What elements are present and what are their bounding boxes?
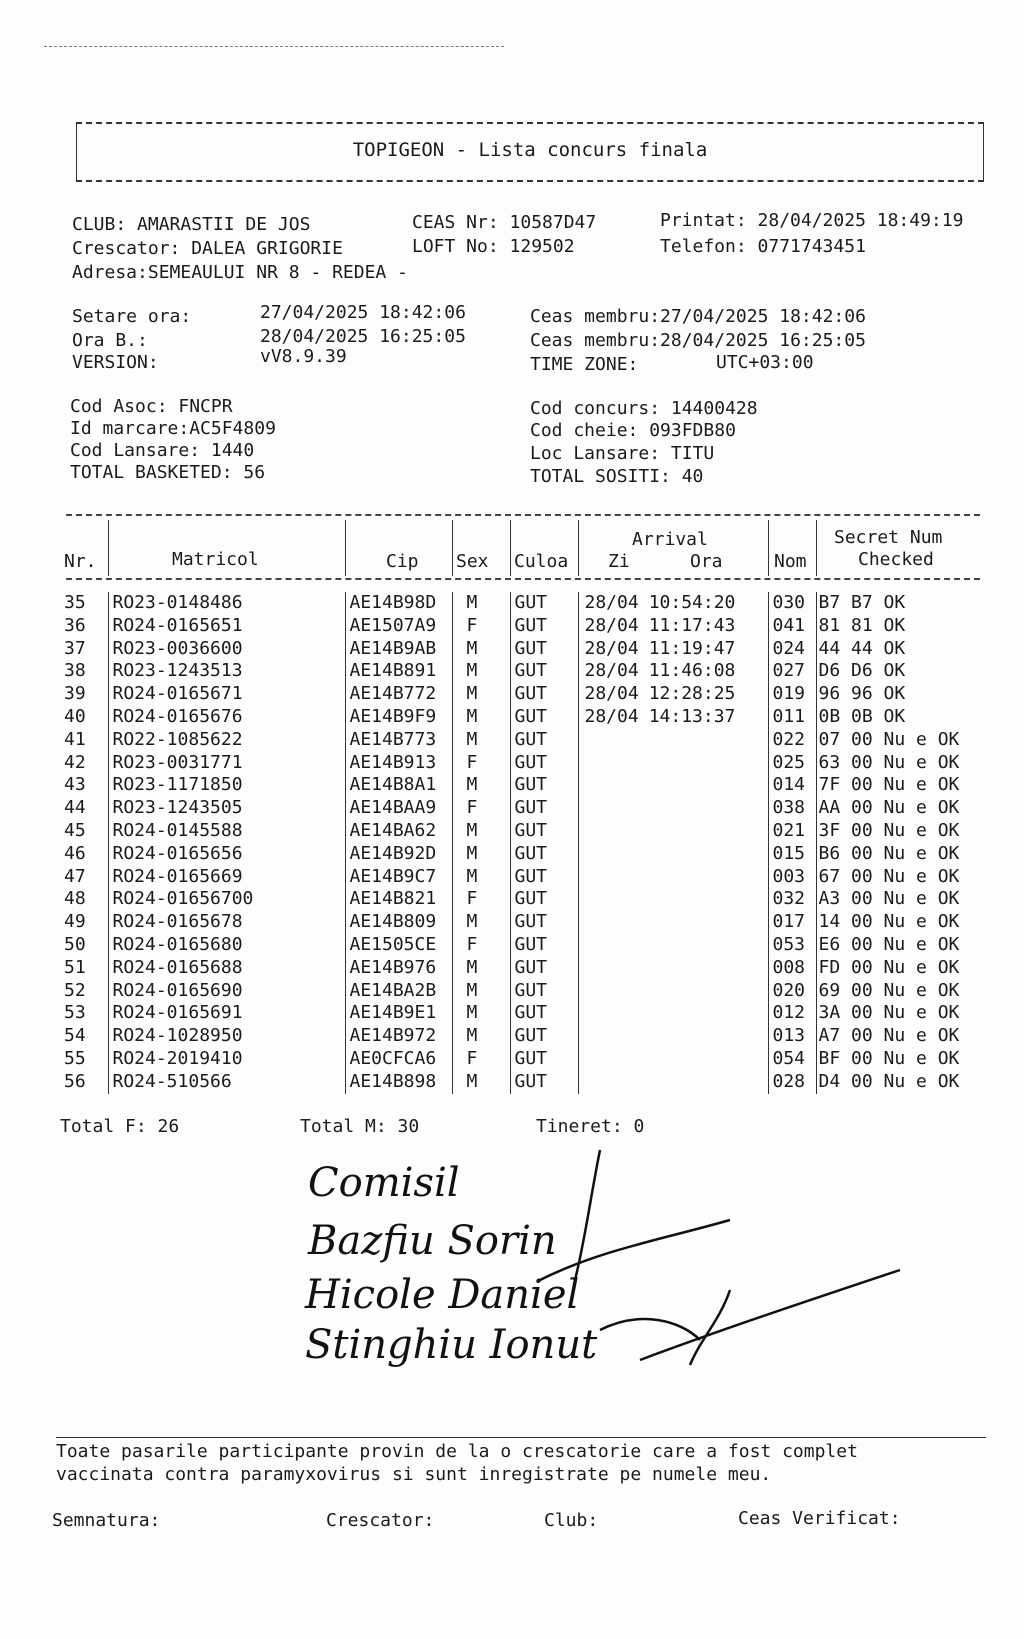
cell-arrival: [578, 797, 768, 820]
cell-matricol: RO23-1243505: [108, 797, 345, 820]
col-header-secret-num: Secret Num: [834, 527, 943, 548]
cell-arrival: [578, 1048, 768, 1071]
cell-sex: F: [452, 934, 510, 957]
cell-nr: 36: [64, 614, 86, 636]
cell-cip: AE14B898: [345, 1071, 452, 1094]
cell-cip: AE14B809: [345, 911, 452, 934]
cell-matricol: RO24-2019410: [108, 1048, 345, 1071]
cell-culoa: GUT: [510, 888, 578, 911]
cell-culoa: GUT: [510, 1002, 578, 1025]
cell-nom: 012: [768, 1002, 816, 1025]
ora-b-value: 28/04/2025 16:25:05: [260, 326, 466, 347]
cell-culoa: GUT: [510, 797, 578, 820]
cell-secret: A3 00 Nu e OK: [816, 888, 986, 911]
cell-zi: 28/04: [584, 705, 639, 727]
col-header-zi: Zi: [608, 551, 630, 572]
col-header-sex: Sex: [456, 551, 489, 572]
cell-secret: 63 00 Nu e OK: [816, 752, 986, 775]
cell-sex: M: [452, 843, 510, 866]
cell-arrival: [578, 660, 768, 683]
col-header-nom: Nom: [774, 551, 807, 572]
cell-nom: 011: [768, 706, 816, 729]
total-m: Total M: 30: [300, 1116, 420, 1137]
cell-nr: 38: [64, 660, 86, 682]
cell-culoa: GUT: [510, 820, 578, 843]
cell-nr: 47: [64, 865, 86, 887]
table-row: [64, 980, 986, 1003]
col-header-arrival: Arrival: [632, 529, 708, 550]
cell-nom: 021: [768, 820, 816, 843]
cell-cip: AE14B9E1: [345, 1002, 452, 1025]
table-row: [64, 888, 986, 911]
cell-matricol: RO23-1171850: [108, 774, 345, 797]
cell-nr: 56: [64, 1070, 86, 1092]
header-sep: [510, 520, 511, 576]
table-row: [64, 843, 986, 866]
cell-matricol: RO24-0165691: [108, 1002, 345, 1025]
cell-arrival: [578, 774, 768, 797]
cell-nom: 032: [768, 888, 816, 911]
cell-arrival: [578, 866, 768, 889]
cell-arrival: [578, 934, 768, 957]
cell-culoa: GUT: [510, 957, 578, 980]
loc-lansare: Loc Lansare: TITU: [530, 443, 715, 464]
cell-nr: 52: [64, 979, 86, 1001]
time-zone-value: UTC+03:00: [716, 352, 814, 373]
cell-cip: AE14B9C7: [345, 866, 452, 889]
cell-arrival: [578, 1002, 768, 1025]
cell-sex: M: [452, 1002, 510, 1025]
semnatura-label: Semnatura:: [52, 1510, 161, 1531]
cell-secret: 81 81 OK: [816, 615, 986, 638]
cell-matricol: RO24-0165671: [108, 683, 345, 706]
cell-secret: 96 96 OK: [816, 683, 986, 706]
cell-matricol: RO24-0165651: [108, 615, 345, 638]
ceas-membru-1: Ceas membru:27/04/2025 18:42:06: [530, 306, 866, 327]
header-sep: [452, 520, 453, 576]
cell-culoa: GUT: [510, 660, 578, 683]
cell-arrival: [578, 980, 768, 1003]
cell-cip: AE14BAA9: [345, 797, 452, 820]
cell-matricol: RO24-0165669: [108, 866, 345, 889]
cell-culoa: GUT: [510, 980, 578, 1003]
cell-culoa: GUT: [510, 774, 578, 797]
cell-culoa: GUT: [510, 934, 578, 957]
table-row: [64, 752, 986, 775]
cell-sex: F: [452, 1048, 510, 1071]
cell-matricol: RO23-0148486: [108, 592, 345, 615]
cell-matricol: RO24-1028950: [108, 1025, 345, 1048]
cell-secret: B7 B7 OK: [816, 592, 986, 615]
cell-nom: 020: [768, 980, 816, 1003]
cell-arrival: [578, 729, 768, 752]
table-row: [64, 774, 986, 797]
cell-nom: 054: [768, 1048, 816, 1071]
cell-matricol: RO24-0165676: [108, 706, 345, 729]
total-sositi: TOTAL SOSITI: 40: [530, 466, 704, 487]
table-row: [64, 1048, 986, 1071]
header-sep: [578, 520, 579, 576]
cell-secret: D4 00 Nu e OK: [816, 1071, 986, 1094]
cell-cip: AE14B9F9: [345, 706, 452, 729]
cell-nr: 37: [64, 637, 86, 659]
club-label: Club:: [544, 1510, 599, 1531]
cell-zi: 28/04: [584, 637, 639, 659]
version-label: VERSION:: [72, 352, 159, 373]
cell-nom: 013: [768, 1025, 816, 1048]
cod-concurs: Cod concurs: 14400428: [530, 398, 758, 419]
cell-culoa: GUT: [510, 592, 578, 615]
cell-sex: M: [452, 592, 510, 615]
cod-cheie: Cod cheie: 093FDB80: [530, 420, 736, 441]
cell-matricol: RO23-0036600: [108, 638, 345, 661]
cell-matricol: RO24-0165690: [108, 980, 345, 1003]
signature-line-4: Stinghiu Ionut: [305, 1322, 598, 1368]
cell-nr: 46: [64, 842, 86, 864]
cell-arrival: [578, 911, 768, 934]
cell-culoa: GUT: [510, 683, 578, 706]
cell-secret: 7F 00 Nu e OK: [816, 774, 986, 797]
cell-cip: AE14B92D: [345, 843, 452, 866]
crescator-label: Crescator:: [326, 1510, 435, 1531]
cell-secret: E6 00 Nu e OK: [816, 934, 986, 957]
tineret: Tineret: 0: [536, 1116, 645, 1137]
printat: Printat: 28/04/2025 18:49:19: [660, 210, 964, 231]
col-header-checked: Checked: [858, 549, 934, 570]
cell-nom: 053: [768, 934, 816, 957]
cell-nr: 43: [64, 774, 86, 796]
cell-sex: M: [452, 1071, 510, 1094]
cell-ora: 11:19:47: [648, 637, 736, 659]
ceas-verificat-label: Ceas Verificat:: [738, 1508, 901, 1529]
cell-zi: 28/04: [584, 683, 639, 705]
cell-culoa: GUT: [510, 843, 578, 866]
cell-zi: 28/04: [584, 660, 639, 682]
cell-nr: 51: [64, 956, 86, 978]
cell-cip: AE14B772: [345, 683, 452, 706]
cell-matricol: RO22-1085622: [108, 729, 345, 752]
cell-nom: 027: [768, 660, 816, 683]
cell-nr: 39: [64, 683, 86, 705]
cell-cip: AE14B913: [345, 752, 452, 775]
table-row: [64, 820, 986, 843]
cell-cip: AE14B891: [345, 660, 452, 683]
cell-culoa: GUT: [510, 752, 578, 775]
ceas-membru-2: Ceas membru:28/04/2025 16:25:05: [530, 330, 866, 351]
ceas-nr: CEAS Nr: 10587D47: [412, 212, 597, 233]
table-row: [64, 911, 986, 934]
col-header-nr: Nr.: [64, 551, 97, 572]
table-row: [64, 934, 986, 957]
cell-sex: F: [452, 615, 510, 638]
adresa: Adresa:SEMEAULUI NR 8 - REDEA -: [72, 262, 408, 283]
cell-nr: 44: [64, 797, 86, 819]
cell-sex: M: [452, 660, 510, 683]
table-row: [64, 660, 986, 683]
cell-cip: AE1507A9: [345, 615, 452, 638]
cell-nom: 025: [768, 752, 816, 775]
cell-arrival: [578, 592, 768, 615]
table-top-rule: [66, 514, 980, 516]
cell-nom: 008: [768, 957, 816, 980]
cell-nom: 015: [768, 843, 816, 866]
cell-sex: M: [452, 866, 510, 889]
footer-rule: [56, 1437, 986, 1438]
cell-ora: 11:17:43: [648, 614, 736, 636]
cell-secret: A7 00 Nu e OK: [816, 1025, 986, 1048]
cell-cip: AE14B821: [345, 888, 452, 911]
header-sep: [108, 520, 109, 576]
cell-nom: 028: [768, 1071, 816, 1094]
total-basketed: TOTAL BASKETED: 56: [70, 462, 266, 483]
cell-culoa: GUT: [510, 638, 578, 661]
signature-line-2: Bazfiu Sorin: [308, 1218, 557, 1264]
cell-nom: 017: [768, 911, 816, 934]
cell-secret: D6 D6 OK: [816, 660, 986, 683]
header-sep: [345, 520, 346, 576]
cell-sex: M: [452, 820, 510, 843]
cell-sex: M: [452, 774, 510, 797]
col-header-culoa: Culoa: [514, 551, 569, 572]
cell-secret: 3A 00 Nu e OK: [816, 1002, 986, 1025]
cell-matricol: RO24-0145588: [108, 820, 345, 843]
cell-nr: 53: [64, 1002, 86, 1024]
setare-label: Setare ora:: [72, 306, 192, 327]
statement-line-2: vaccinata contra paramyxovirus si sunt inregistrate pe numele meu.: [56, 1464, 772, 1485]
cell-secret: 14 00 Nu e OK: [816, 911, 986, 934]
cell-matricol: RO24-01656700: [108, 888, 345, 911]
cell-sex: F: [452, 888, 510, 911]
table-row: [64, 683, 986, 706]
cell-arrival: [578, 957, 768, 980]
table-row: [64, 1025, 986, 1048]
cell-nr: 50: [64, 933, 86, 955]
col-header-ora: Ora: [690, 551, 723, 572]
top-rule: [44, 46, 504, 47]
cell-matricol: RO24-0165678: [108, 911, 345, 934]
cell-sex: M: [452, 638, 510, 661]
results-table: [64, 592, 986, 1094]
header-sep: [768, 520, 769, 576]
cell-sex: M: [452, 1025, 510, 1048]
cell-matricol: RO24-0165656: [108, 843, 345, 866]
cell-culoa: GUT: [510, 1025, 578, 1048]
cell-secret: B6 00 Nu e OK: [816, 843, 986, 866]
cell-cip: AE14B8A1: [345, 774, 452, 797]
cell-cip: AE14B972: [345, 1025, 452, 1048]
table-row: [64, 706, 986, 729]
cell-arrival: [578, 888, 768, 911]
cell-nr: 41: [64, 728, 86, 750]
table-row: [64, 615, 986, 638]
cell-secret: 44 44 OK: [816, 638, 986, 661]
cell-culoa: GUT: [510, 911, 578, 934]
cell-arrival: [578, 1071, 768, 1094]
cell-sex: M: [452, 729, 510, 752]
table-row: [64, 638, 986, 661]
cell-matricol: RO24-0165680: [108, 934, 345, 957]
cell-cip: AE14B773: [345, 729, 452, 752]
cell-nom: 038: [768, 797, 816, 820]
crescator: Crescator: DALEA GRIGORIE: [72, 238, 343, 259]
cell-sex: M: [452, 980, 510, 1003]
table-row: [64, 1002, 986, 1025]
table-header-rule: [66, 578, 980, 580]
setare-value: 27/04/2025 18:42:06: [260, 302, 466, 323]
cell-zi: 28/04: [584, 614, 639, 636]
table-row: [64, 1071, 986, 1094]
cell-arrival: [578, 683, 768, 706]
cell-cip: AE0CFCA6: [345, 1048, 452, 1071]
table-row: [64, 729, 986, 752]
cell-culoa: GUT: [510, 729, 578, 752]
cell-arrival: [578, 638, 768, 661]
cell-secret: AA 00 Nu e OK: [816, 797, 986, 820]
cell-secret: 67 00 Nu e OK: [816, 866, 986, 889]
table-row: [64, 866, 986, 889]
cell-nom: 030: [768, 592, 816, 615]
cod-asoc: Cod Asoc: FNCPR: [70, 396, 233, 417]
cell-sex: M: [452, 911, 510, 934]
title-box: [76, 122, 984, 182]
cod-lansare: Cod Lansare: 1440: [70, 440, 255, 461]
cell-arrival: [578, 706, 768, 729]
cell-secret: BF 00 Nu e OK: [816, 1048, 986, 1071]
cell-cip: AE14B976: [345, 957, 452, 980]
cell-secret: 69 00 Nu e OK: [816, 980, 986, 1003]
cell-cip: AE14BA2B: [345, 980, 452, 1003]
cell-cip: AE14BA62: [345, 820, 452, 843]
cell-arrival: [578, 1025, 768, 1048]
cell-culoa: GUT: [510, 866, 578, 889]
cell-culoa: GUT: [510, 1048, 578, 1071]
cell-culoa: GUT: [510, 1071, 578, 1094]
cell-nr: 49: [64, 911, 86, 933]
col-header-matricol: Matricol: [172, 549, 259, 570]
cell-matricol: RO23-1243513: [108, 660, 345, 683]
cell-nr: 40: [64, 705, 86, 727]
signature-line-1: Comisil: [308, 1160, 460, 1206]
cell-nr: 45: [64, 819, 86, 841]
total-f: Total F: 26: [60, 1116, 180, 1137]
cell-matricol: RO24-510566: [108, 1071, 345, 1094]
cell-ora: 11:46:08: [648, 660, 736, 682]
cell-nr: 55: [64, 1047, 86, 1069]
cell-cip: AE14B98D: [345, 592, 452, 615]
cell-matricol: RO23-0031771: [108, 752, 345, 775]
cell-sex: F: [452, 797, 510, 820]
cell-matricol: RO24-0165688: [108, 957, 345, 980]
ora-b-label: Ora B.:: [72, 330, 148, 351]
cell-culoa: GUT: [510, 615, 578, 638]
telefon: Telefon: 0771743451: [660, 236, 866, 257]
cell-zi: 28/04: [584, 592, 639, 613]
cell-nom: 014: [768, 774, 816, 797]
cell-ora: 14:13:37: [648, 705, 736, 727]
table-row: [64, 592, 986, 615]
id-marcare: Id marcare:AC5F4809: [70, 418, 276, 439]
cell-cip: AE14B9AB: [345, 638, 452, 661]
cell-nr: 54: [64, 1025, 86, 1047]
cell-arrival: [578, 843, 768, 866]
table-row: [64, 957, 986, 980]
cell-sex: M: [452, 683, 510, 706]
cell-secret: 3F 00 Nu e OK: [816, 820, 986, 843]
page-title: TOPIGEON - Lista concurs finala: [352, 139, 708, 161]
time-zone-label: TIME ZONE:: [530, 354, 639, 375]
cell-ora: 12:28:25: [648, 683, 736, 705]
cell-nr: 35: [64, 592, 86, 613]
cell-nom: 022: [768, 729, 816, 752]
signature-line-3: Hicole Daniel: [305, 1272, 580, 1318]
cell-sex: F: [452, 752, 510, 775]
cell-nr: 48: [64, 888, 86, 910]
cell-sex: M: [452, 957, 510, 980]
cell-sex: M: [452, 706, 510, 729]
cell-nom: 003: [768, 866, 816, 889]
cell-culoa: GUT: [510, 706, 578, 729]
cell-nom: 041: [768, 615, 816, 638]
version-value: vV8.9.39: [260, 346, 347, 367]
col-header-cip: Cip: [386, 551, 419, 572]
cell-secret: 0B 0B OK: [816, 706, 986, 729]
cell-arrival: [578, 820, 768, 843]
header-sep: [816, 520, 817, 576]
loft-no: LOFT No: 129502: [412, 236, 575, 257]
cell-secret: FD 00 Nu e OK: [816, 957, 986, 980]
cell-secret: 07 00 Nu e OK: [816, 729, 986, 752]
statement-line-1: Toate pasarile participante provin de la o crescatorie care a fost complet: [56, 1441, 858, 1462]
cell-nom: 019: [768, 683, 816, 706]
table-row: [64, 797, 986, 820]
club-name: CLUB: AMARASTII DE JOS: [72, 214, 311, 235]
cell-arrival: [578, 615, 768, 638]
cell-nr: 42: [64, 751, 86, 773]
cell-arrival: [578, 752, 768, 775]
cell-cip: AE1505CE: [345, 934, 452, 957]
cell-nom: 024: [768, 638, 816, 661]
cell-ora: 10:54:20: [648, 592, 736, 613]
